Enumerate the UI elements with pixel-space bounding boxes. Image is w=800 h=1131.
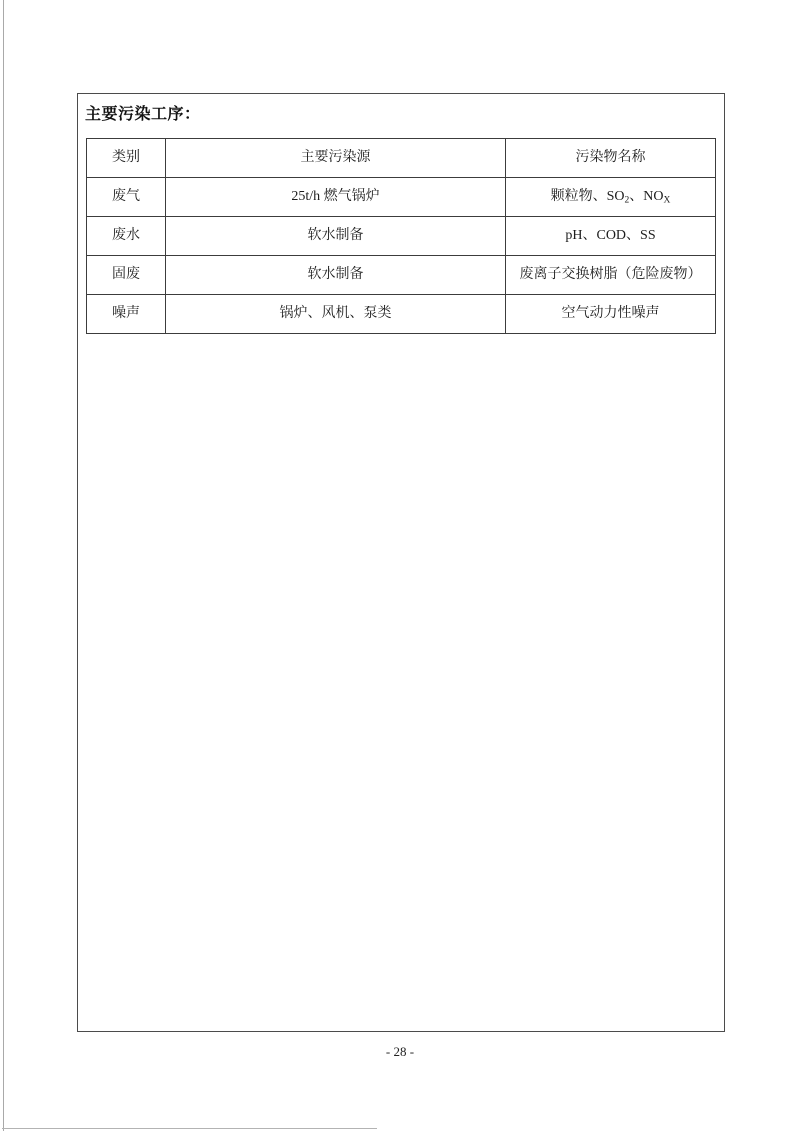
content-frame [77, 93, 725, 1032]
table-cell-pollutants: 颗粒物、$SO_2$、$NO_X$ [506, 178, 716, 217]
table-cell-source: 锅炉、风机、泵类 [166, 295, 506, 334]
page-bottom-edge-line [2, 1128, 377, 1129]
table-cell-pollutants: 废离子交换树脂（危险废物） [506, 256, 716, 295]
column-header-source: 主要污染源 [166, 139, 506, 178]
column-header-pollutant: 污染物名称 [506, 139, 716, 178]
table-row [87, 178, 716, 217]
table-cell-pollutants: 空气动力性噪声 [506, 295, 716, 334]
table-cell-source: 软水制备 [166, 256, 506, 295]
column-header-category: 类别 [87, 139, 166, 178]
table-cell-category: 废气 [87, 178, 166, 217]
table-row [87, 217, 716, 256]
table-header-row [87, 139, 716, 178]
table-row [87, 295, 716, 334]
table-cell-source: 25t/h 燃气锅炉 [166, 178, 506, 217]
table-cell-pollutants: pH、COD、SS [506, 217, 716, 256]
table-cell-source: 软水制备 [166, 217, 506, 256]
table-cell-category: 噪声 [87, 295, 166, 334]
table-row [87, 256, 716, 295]
page-number: - 28 - [385, 1044, 415, 1059]
page-left-edge-line [3, 0, 4, 1131]
pollution-table [86, 138, 716, 334]
table-cell-category: 废水 [87, 217, 166, 256]
table-cell-category: 固废 [87, 256, 166, 295]
section-title: 主要污染工序： [85, 106, 201, 123]
